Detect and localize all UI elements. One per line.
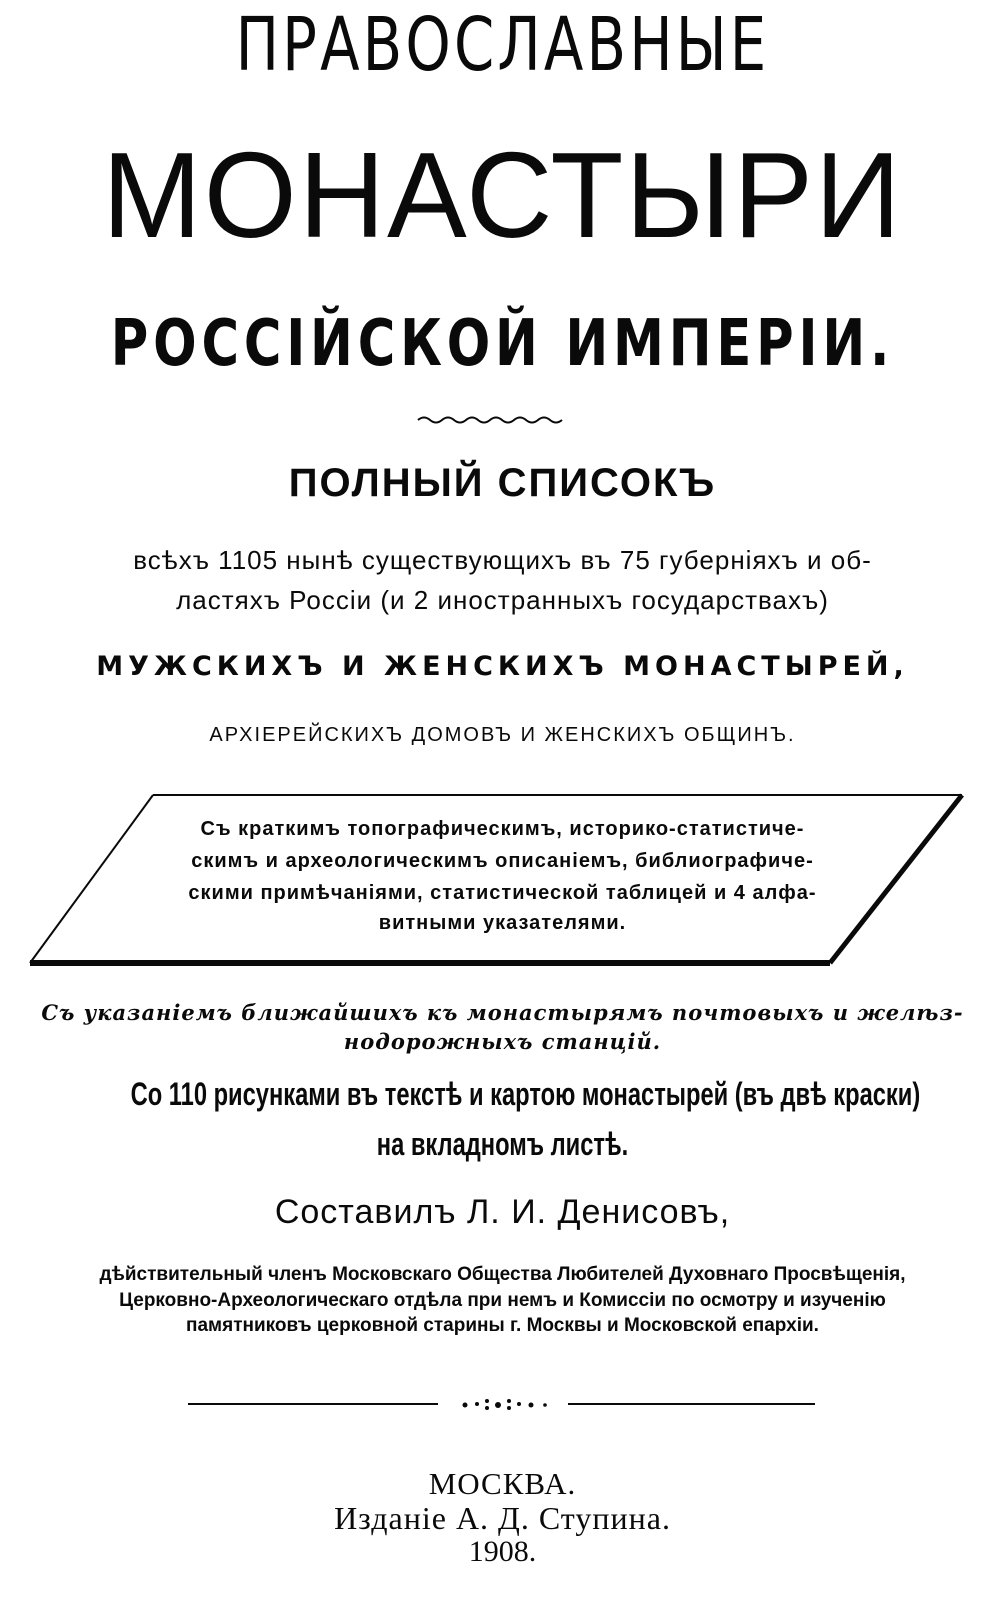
imprint-publisher: Изданіе А. Д. Ступина.: [334, 1500, 671, 1536]
description-line-1: всѣхъ 1105 нынѣ существующихъ въ 75 губерніяхъ и об-: [133, 545, 872, 575]
box-line-2: скимъ и археологическимъ описаніемъ, библиографиче-: [191, 850, 814, 872]
houses-line: АРХІЕРЕЙСКИХЪ ДОМОВЪ И ЖЕНСКИХЪ ОБЩИНЪ.: [209, 724, 796, 746]
member-line-3: памятниковъ церковной старины г. Москвы и Московской епархіи.: [186, 1315, 819, 1336]
imprint-city: МОСКВА.: [428, 1466, 577, 1501]
member-line-1: дѣйствительный членъ Московскаго Общества Любителей Духовнаго Просвѣщенія,: [99, 1264, 906, 1285]
monasteries-heading: МУЖСКИХЪ И ЖЕНСКИХЪ МОНАСТЫРЕЙ,: [96, 651, 909, 682]
box-line-3: скими примѣчаніями, статистической таблицей и 4 алфа-: [188, 882, 817, 904]
box-line-1: Съ краткимъ топографическимъ, историко-статистиче-: [200, 818, 805, 840]
stations-line-1: Съ указаніемъ ближайшихъ къ монастырямъ почтовыхъ и желѣз-: [41, 1000, 964, 1025]
wavy-divider: [418, 418, 562, 423]
ornament-divider: [188, 1399, 815, 1410]
figures-line-1: Со 110 рисунками въ текстѣ и картою монастырей (въ двѣ краски): [130, 1076, 921, 1112]
member-line-2: Церковно-Археологическаго отдѣла при немъ и Комиссіи по осмотру и изученію: [119, 1290, 886, 1311]
box-line-4: витными указателями.: [378, 912, 627, 934]
subtitle: ПОЛНЫЙ СПИСОКЪ: [288, 461, 717, 505]
description-line-2: ластяхъ Россіи (и 2 иностранныхъ государствахъ): [176, 585, 829, 615]
author: Составилъ Л. И. Денисовъ,: [274, 1193, 731, 1231]
stations-line-2: нодорожныхъ станцій.: [343, 1029, 662, 1054]
title-line-orthodox: ПРАВОСЛАВНЫЕ: [235, 2, 770, 88]
imprint-year: 1908.: [468, 1535, 537, 1568]
figures-line-2: на вкладномъ листѣ.: [376, 1126, 629, 1162]
title-line-monasteries: МОНАСТЫРИ: [102, 127, 903, 263]
title-line-empire: РОССІЙСКОЙ ИМПЕРІИ.: [110, 307, 895, 381]
